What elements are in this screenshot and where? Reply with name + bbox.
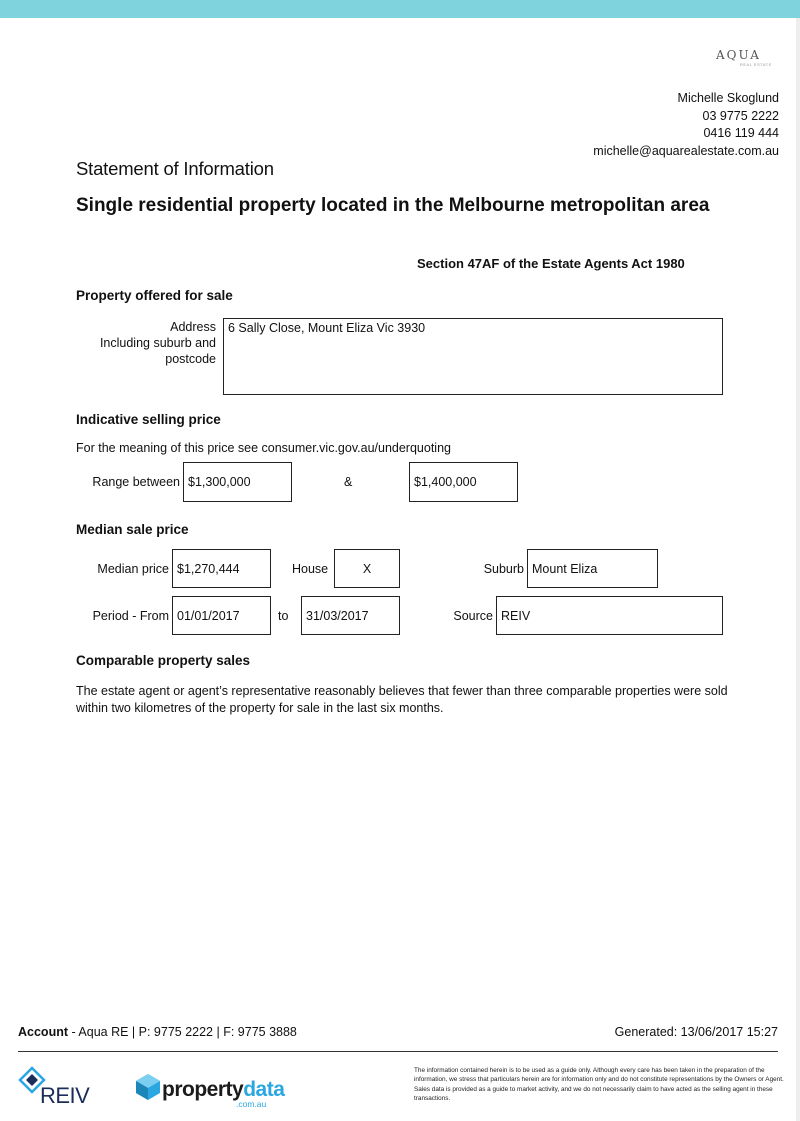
agent-email: michelle@aquarealestate.com.au (593, 143, 779, 158)
propertydata-logo-subtext: .com.au (236, 1099, 267, 1109)
source-field: REIV (496, 596, 723, 635)
propertydata-logo-icon (135, 1073, 161, 1101)
footer-divider (18, 1051, 778, 1052)
property-type-label: House (292, 562, 329, 576)
suburb-label: Suburb (483, 562, 524, 576)
range-separator: & (344, 475, 353, 489)
agent-contact (593, 90, 779, 160)
median-price-label: Median price (97, 562, 169, 576)
period-to-label: to (278, 609, 289, 623)
range-label: Range between (92, 475, 180, 489)
comparable-text: The estate agent or agent’s representative reasonably believes that fewer than three comparable properties were sold within two kilometres of the property for sale in the last six months. (76, 684, 728, 715)
property-section-title: Property offered for sale (76, 288, 233, 303)
page-edge (796, 18, 800, 1121)
section-reference: Section 47AF of the Estate Agents Act 1980 (417, 256, 685, 271)
comparable-section-title: Comparable property sales (76, 653, 251, 668)
source-label: Source (453, 609, 493, 623)
address-label-suburb: Including suburb and (99, 336, 216, 350)
agent-mobile: 0416 119 444 (703, 126, 779, 140)
disclaimer-text: The information contained herein is to be used as a guide only. Although every care has been taken in the preparation of the information, we stress that particulars herein are for information only and do not constitute representations by the Owners or Agent. Sales data is provided as a guide to market activity, and we do not necessarily claim to have acted as the selling agent in these transactions. (414, 1067, 784, 1102)
account-details: - Aqua RE | P: 9775 2222 | F: 9775 3888 (68, 1025, 297, 1039)
aqua-logo: AQUA (716, 48, 761, 62)
agent-phone: 03 9775 2222 (702, 108, 779, 123)
account-label: Account (18, 1025, 68, 1039)
period-from-field: 01/01/2017 (172, 596, 271, 635)
address-label: Address (170, 320, 216, 334)
propertydata-logo-text: propertydata (162, 1078, 285, 1101)
median-section-title: Median sale price (76, 522, 189, 537)
address-field: 6 Sally Close, Mount Eliza Vic 3930 (223, 318, 723, 395)
indicative-section-title: Indicative selling price (76, 412, 221, 427)
property-type-field: X (334, 549, 400, 588)
aqua-logo-subtext: REAL ESTATE (740, 62, 772, 67)
reiv-logo-text: REIV (40, 1083, 90, 1108)
agent-name: Michelle Skoglund (677, 91, 779, 105)
period-from-label: Period - From (92, 609, 169, 623)
indicative-note: For the meaning of this price see consumer.vic.gov.au/underquoting (76, 441, 451, 455)
document-heading: Single residential property located in the Melbourne metropolitan area (76, 195, 710, 216)
address-label-postcode: postcode (165, 352, 216, 366)
range-high-field: $1,400,000 (409, 462, 518, 502)
median-price-field: $1,270,444 (172, 549, 271, 588)
document-title: Statement of Information (76, 158, 274, 179)
account-info (18, 1025, 297, 1039)
range-low-field: $1,300,000 (183, 462, 292, 502)
generated-timestamp: Generated: 13/06/2017 15:27 (614, 1025, 778, 1039)
top-accent-bar (0, 0, 800, 18)
period-to-field: 31/03/2017 (301, 596, 400, 635)
suburb-field: Mount Eliza (527, 549, 658, 588)
